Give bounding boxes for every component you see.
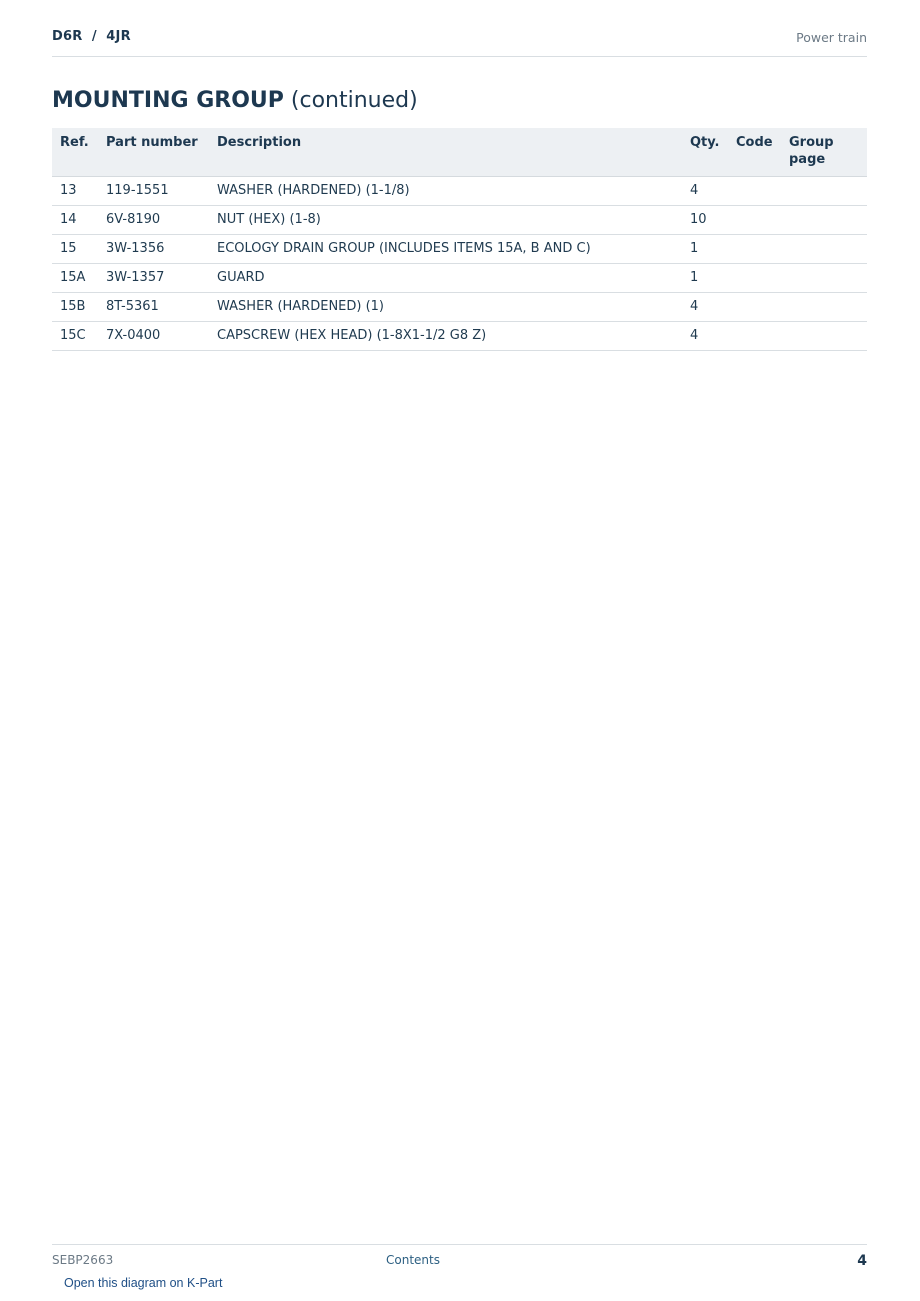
cell-qty: 1 [682,263,728,292]
cell-part-number: 6V-8190 [98,205,209,234]
table-row [52,292,867,321]
model-identifier: D6R / 4JR [52,29,131,44]
cell-ref: 15 [52,234,98,263]
column-header-description: Description [209,128,682,176]
cell-qty: 4 [682,176,728,205]
cell-code [728,234,781,263]
cell-group-page [781,321,867,350]
cell-description: GUARD [209,263,682,292]
parts-table [52,128,867,351]
column-header-code: Code [728,128,781,176]
page-number: 4 [857,1253,867,1269]
column-header-qty: Qty. [682,128,728,176]
cell-code [728,263,781,292]
cell-ref: 15C [52,321,98,350]
cell-part-number: 8T-5361 [98,292,209,321]
title-main: MOUNTING GROUP [52,88,284,113]
table-header-row [52,128,867,176]
page-title [52,88,418,113]
cell-description: WASHER (HARDENED) (1) [209,292,682,321]
column-header-part-number: Part number [98,128,209,176]
page-header [52,28,867,57]
table-row [52,263,867,292]
cell-description: WASHER (HARDENED) (1-1/8) [209,176,682,205]
cell-group-page [781,205,867,234]
page-footer [52,1244,867,1301]
cell-qty: 10 [682,205,728,234]
cell-description: ECOLOGY DRAIN GROUP (INCLUDES ITEMS 15A, B AND C) [209,234,682,263]
cell-group-page [781,292,867,321]
cell-part-number: 119-1551 [98,176,209,205]
cell-qty: 4 [682,292,728,321]
cell-qty: 4 [682,321,728,350]
cell-code [728,205,781,234]
table-row [52,321,867,350]
table-row [52,205,867,234]
open-in-kpart-link[interactable]: Open this diagram on K-Part [64,1276,223,1290]
cell-part-number: 7X-0400 [98,321,209,350]
cell-description: CAPSCREW (HEX HEAD) (1-8X1-1/2 G8 Z) [209,321,682,350]
cell-group-page [781,176,867,205]
cell-ref: 13 [52,176,98,205]
cell-code [728,321,781,350]
cell-description: NUT (HEX) (1-8) [209,205,682,234]
document-page [52,0,867,1300]
document-id: SEBP2663 [52,1253,114,1267]
cell-part-number: 3W-1356 [98,234,209,263]
cell-ref: 15A [52,263,98,292]
column-header-ref: Ref. [52,128,98,176]
cell-code [728,292,781,321]
cell-group-page [781,234,867,263]
table-row [52,234,867,263]
cell-qty: 1 [682,234,728,263]
section-name: Power train [796,30,867,45]
cell-group-page [781,263,867,292]
cell-ref: 15B [52,292,98,321]
cell-part-number: 3W-1357 [98,263,209,292]
title-subtitle: (continued) [290,88,418,113]
table-row [52,176,867,205]
cell-ref: 14 [52,205,98,234]
contents-link[interactable]: Contents [386,1253,440,1267]
column-header-group-page: Group page [781,128,867,176]
cell-code [728,176,781,205]
